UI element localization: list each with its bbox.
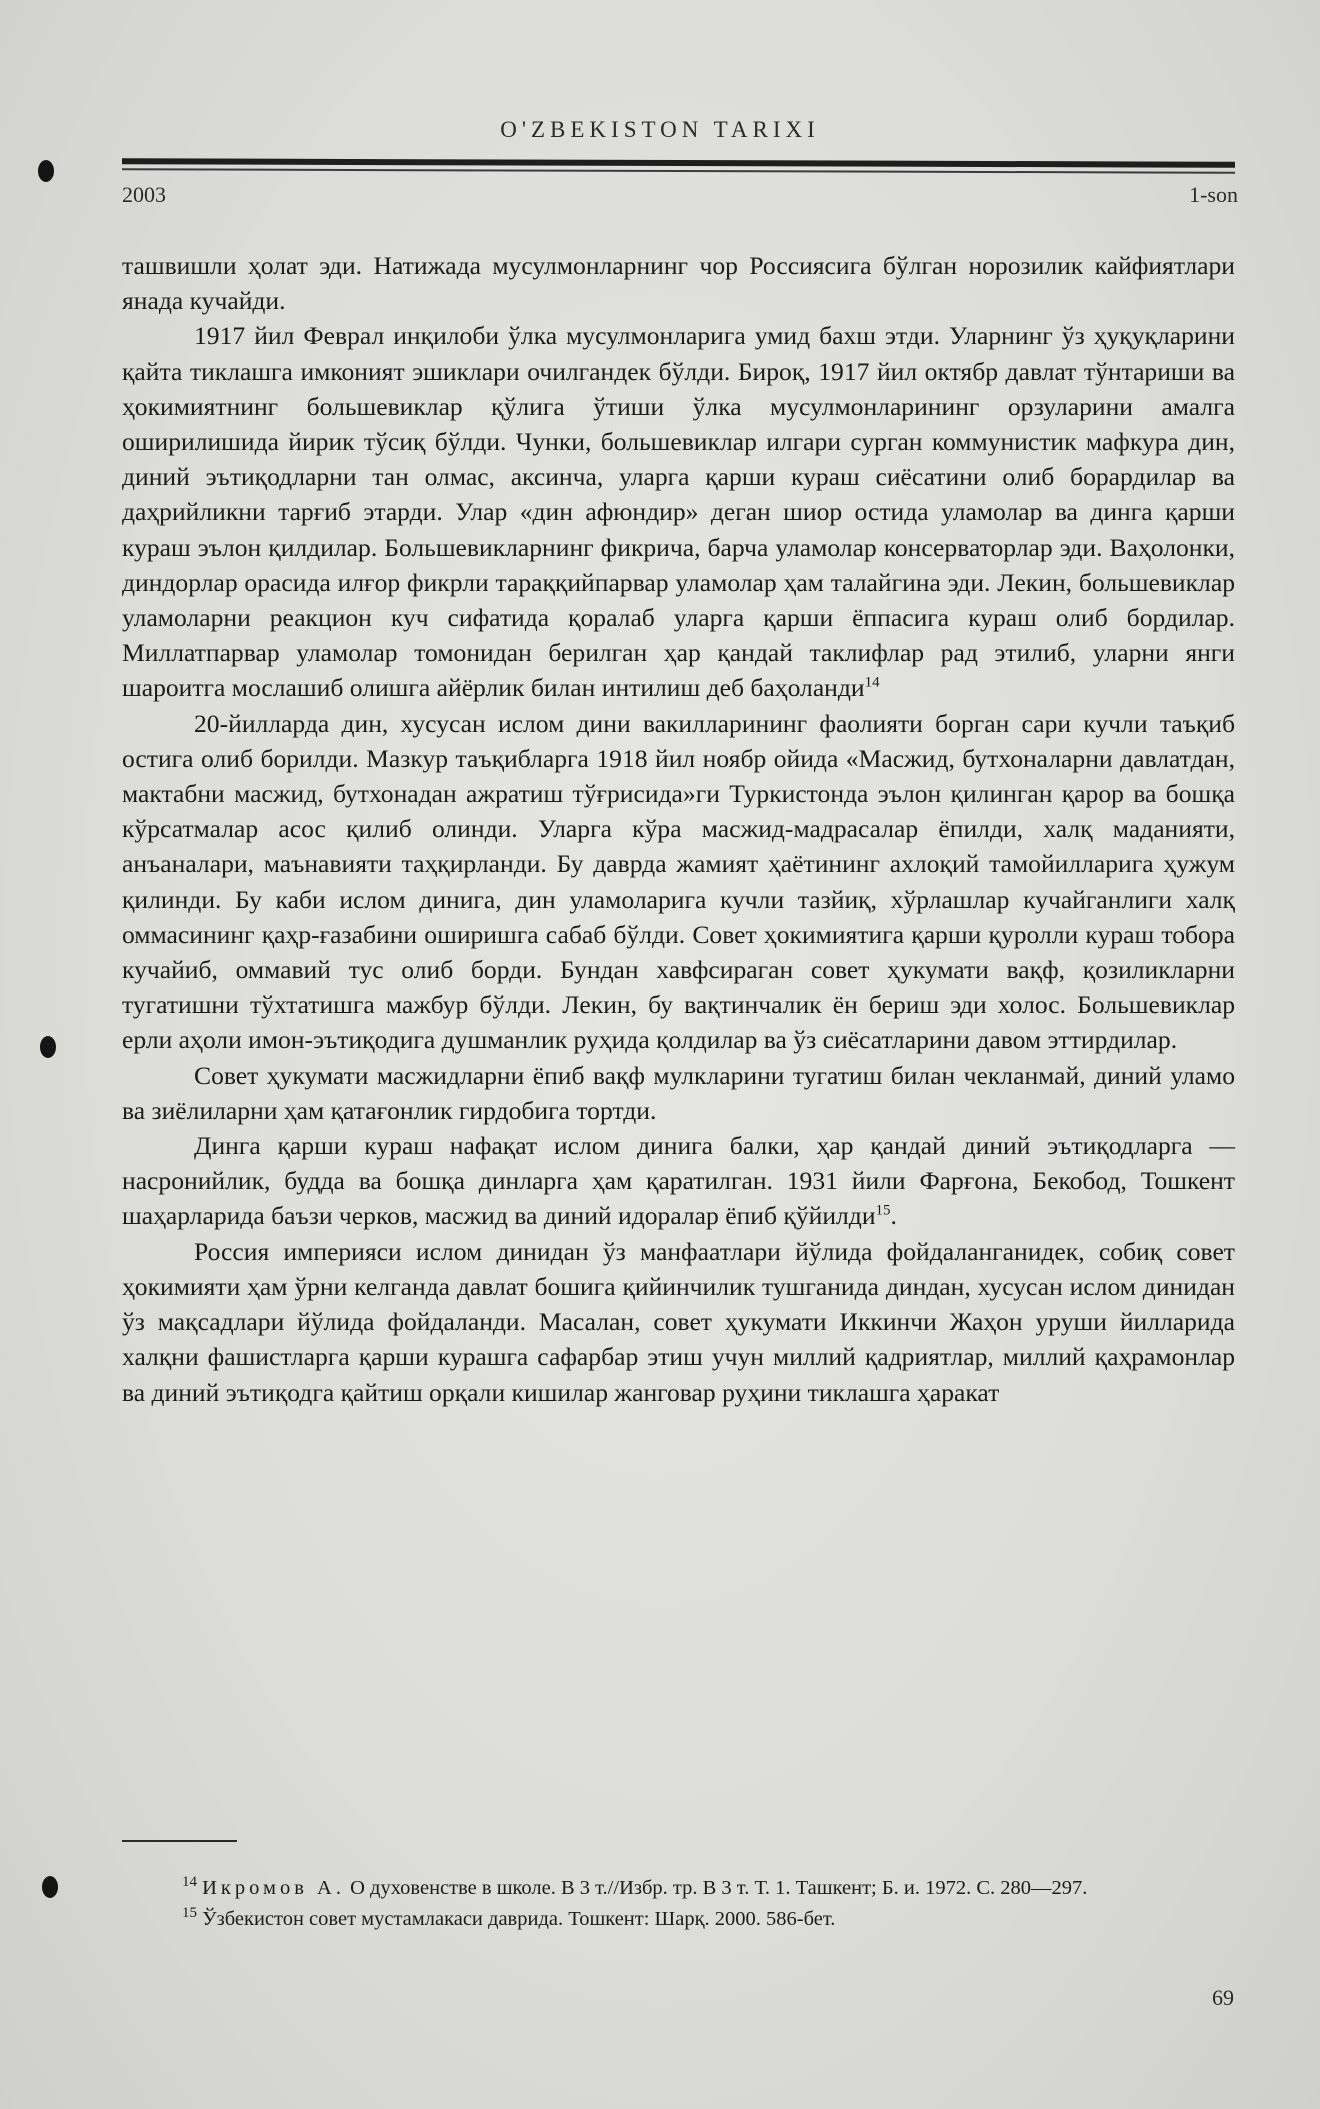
footnote-15 [122,1904,1235,1935]
footnote-author: Икромов А. [202,1877,345,1899]
paragraph-2-text: 1917 йил Феврал инқилоби ўлка мусулмонларига умид бахш этди. Уларнинг ўз ҳуқуқларини қайта тиклашга имконият эшиклари очилгандек бўлди. Бироқ, 1917 йил октябр давлат тўнтариши ва ҳокимиятнинг большевиклар қўлига ўтиши ўлка мусулмонларининг орзуларини амалга оширилишида йирик тўсиқ бўлди. Чунки, большевиклар илгари сурган коммунистик мафкура дин, диний эътиқодларни тан олмас, аксинча, уларга қарши кураш сиёсатини олиб борардилар ва даҳрийликни тарғиб этарди. Улар «дин афюндир» деган шиор остида уламолар ва динга қарши кураш эълон қилдилар. Большевикларнинг фикрича, барча уламолар консерваторлар эди. Ваҳолонки, диндорлар орасида илғор фикрли тараққийпарвар уламолар ҳам талайгина эди. Лекин, большевиклар уламоларни реакцион куч сифатида қоралаб уларга қарши ёппасига кураш олиб бордилар. Миллатпарвар уламолар томонидан берилган ҳар қандай таклифлар рад этилиб, уларни янги шароитга мослашиб олишга айёрлик билан интилиш деб баҳоланди [122,321,1235,703]
binder-hole-bottom [42,1876,58,1898]
issue-year: 2003 [122,182,166,207]
header-rule-thick [122,158,1235,167]
article-body [122,248,1235,1410]
binder-hole-top [38,160,54,182]
header-rule-thin [122,168,1235,173]
footnote-14 [122,1873,1235,1904]
footnote-text: Ўзбекистон совет мустамлакаси даврида. Тошкент: Шарқ. 2000. 586-бет. [202,1908,836,1930]
paragraph-3: 20-йилларда дин, хусусан ислом дини вакилларининг фаолияти борган сари кучли таъқиб остига олиб борилди. Мазкур таъқибларга 1918 йил ноябр ойида «Масжид, бутхоналарни давлатдан, мактабни масжид, бутхонадан ажратиш тўғрисида»ги Туркистонда эълон қилинган қарор ва бошқа кўрсатмалар асос қилиб олинди. Уларга кўра масжид-мадрасалар ёпилди, халқ маданияти, анъаналари, маънавияти таҳқирланди. Бу даврда жамият ҳаётининг ахлоқий тамойилларига ҳужум қилинди. Бу каби ислом динига, дин уламоларига кучли тазйиқ, хўрлашлар кучайганлиги халқ оммасининг қаҳр-ғазабини оширишга сабаб бўлди. Совет ҳокимиятига қарши қуролли кураш тобора кучайиб, оммавий тус олиб борди. Бундан хавфсираган совет ҳукумати вақф, қозиликларни тугатишни тўхтатишга мажбур бўлди. Лекин, бу вақтинчалик ён бериш эди холос. Большевиклар ерли аҳоли имон-эътиқодига душманлик руҳида қолдилар ва ўз сиёсатларини давом эттирдилар. [122,708,1235,1055]
paragraph-1: ташвишли ҳолат эди. Натижада мусулмонларнинг чор Россиясига бўлган норозилик кайфиятлари янада кучайди. [122,251,1235,316]
paragraph-5 [122,1128,1235,1234]
footnote-number: 14 [182,1874,197,1891]
paragraph-4: Совет ҳукумати масжидларни ёпиб вақф мулкларини тугатиш билан чекланмай, диний уламо ва зиёлиларни ҳам қатағонлик гирдобига тортди. [122,1060,1235,1125]
footnote-separator [122,1840,237,1842]
footnote-ref-14: 14 [864,674,880,691]
footnotes [122,1873,1235,1935]
paragraph-5-text: Динга қарши кураш нафақат ислом динига балки, ҳар қандай диний эътиқодларга — насронийлик, будда ва бошқа динларга ҳам қаратилган. 1931 йили Фарғона, Бекобод, Тошкент шаҳарларида баъзи черков, масжид ва диний идоралар ёпиб қўйилди [122,1131,1235,1231]
paragraph-6: Россия империяси ислом динидан ўз манфаатлари йўлида фойдаланганидек, собиқ совет ҳокимияти ҳам ўрни келганда давлат бошига қийинчилик тушганида диндан, хусусан ислом динидан ўз мақсадлари йўлида фойдаланди. Масалан, совет ҳукумати Иккинчи Жаҳон уруши йилларида халқни фашистларга қарши курашга сафарбар этиш учун миллий қадриятлар, миллий қаҳрамонлар ва диний эътиқодга қайтиш орқали кишилар жанговар руҳини тиклашга ҳаракат [122,1236,1235,1407]
footnote-text: О духовенстве в школе. В 3 т.//Избр. тр. В 3 т. Т. 1. Ташкент; Б. и. 1972. С. 280—297. [350,1877,1088,1899]
journal-title: O'ZBEKISTON TARIXI [500,117,820,142]
footnote-number: 15 [182,1905,197,1922]
paragraph-5-period: . [890,1201,897,1231]
page-number: 69 [1212,1985,1234,2010]
issue-number: 1-son [1189,182,1238,207]
footnote-ref-15: 15 [875,1202,891,1219]
paragraph-2 [122,318,1235,705]
binder-hole-middle [40,1036,56,1058]
